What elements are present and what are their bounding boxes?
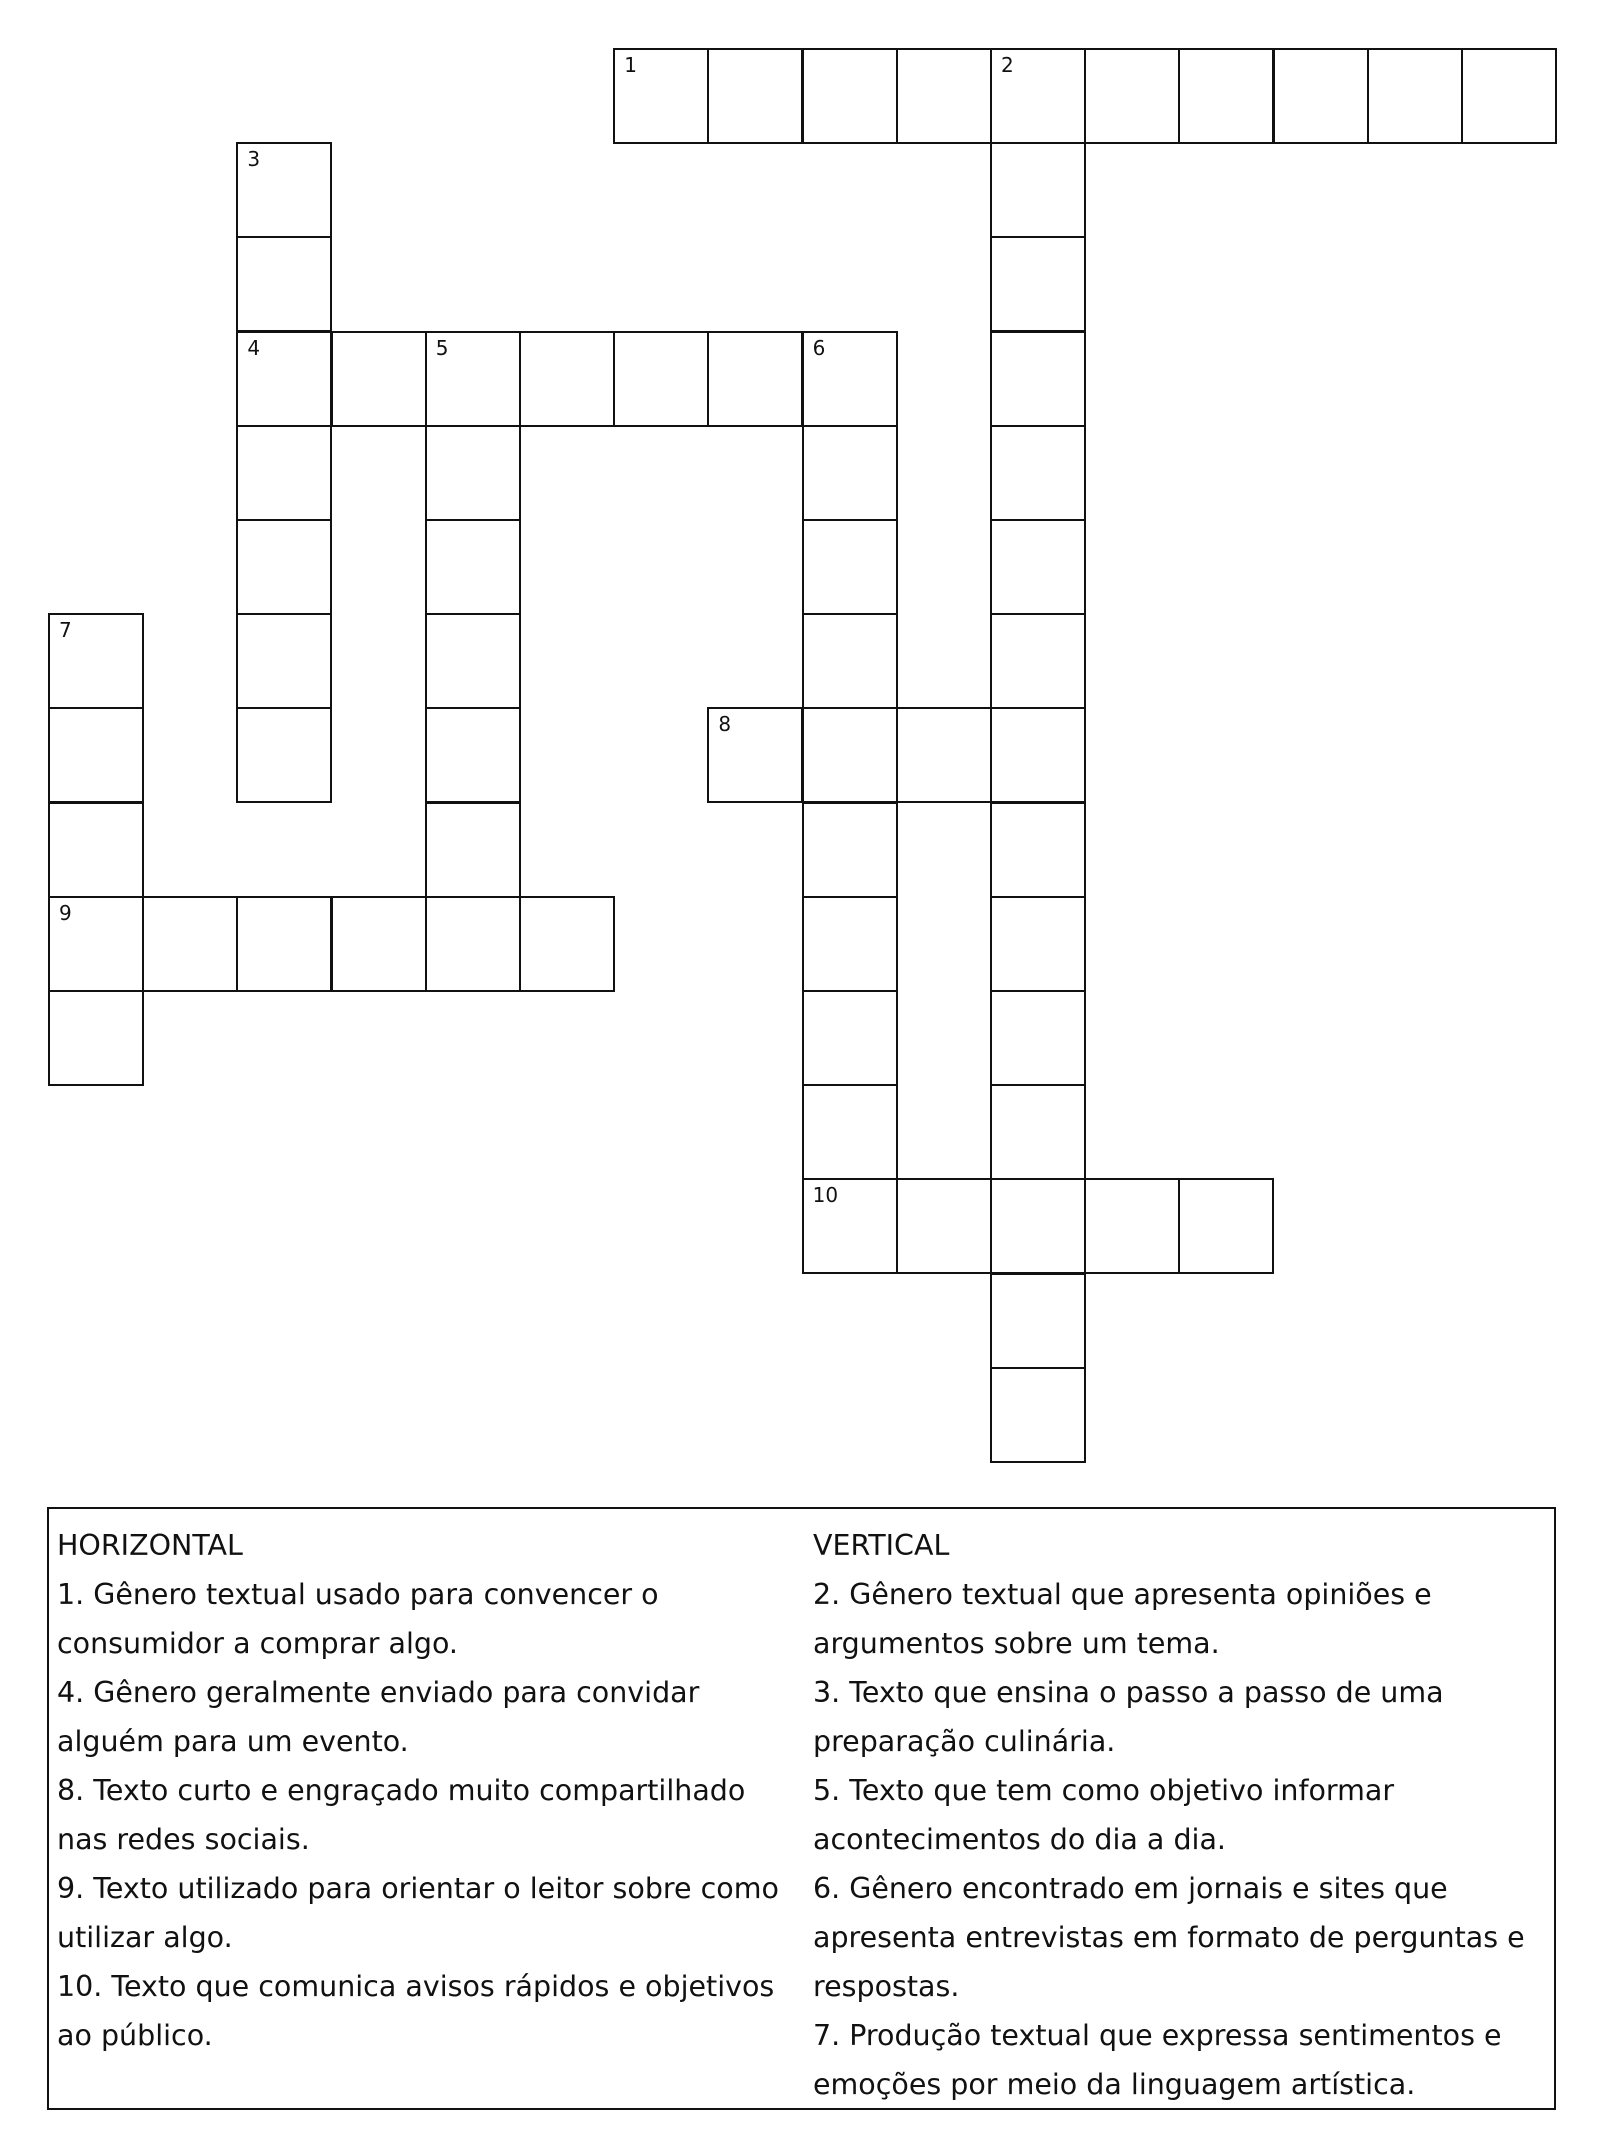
crossword-cell[interactable]: [613, 331, 709, 427]
crossword-cell[interactable]: [425, 613, 521, 709]
crossword-cell[interactable]: [236, 142, 332, 238]
crossword-cell[interactable]: [896, 1178, 992, 1274]
crossword-cell[interactable]: [236, 896, 332, 992]
clue-number: 8: [718, 712, 732, 737]
crossword-cell[interactable]: [990, 425, 1086, 521]
crossword-cell[interactable]: [48, 896, 144, 992]
clue-number: 2: [1001, 53, 1014, 77]
clue-number: 7: [59, 618, 72, 643]
crossword-cell[interactable]: [802, 519, 898, 615]
crossword-cell[interactable]: [1178, 48, 1274, 144]
vertical-title: VERTICAL: [813, 1529, 950, 1562]
crossword-cell[interactable]: [48, 802, 144, 898]
clue-number: 4: [247, 335, 261, 360]
crossword-cell[interactable]: [236, 425, 332, 521]
crossword-cell[interactable]: [802, 990, 898, 1086]
clues-box: [47, 1507, 1556, 2110]
crossword-cell[interactable]: [425, 802, 521, 898]
crossword-cell[interactable]: [896, 707, 992, 803]
crossword-cell[interactable]: [1461, 48, 1557, 144]
crossword-cell[interactable]: [613, 48, 709, 144]
crossword-cell[interactable]: [48, 707, 144, 803]
clue-number: 5: [435, 335, 449, 360]
crossword-cell[interactable]: [1084, 48, 1180, 144]
crossword-cell[interactable]: [425, 707, 521, 803]
crossword-cell[interactable]: [802, 1084, 898, 1180]
crossword-cell[interactable]: [1084, 1178, 1180, 1274]
crossword-cell[interactable]: [331, 896, 427, 992]
crossword-cell[interactable]: [519, 896, 615, 992]
crossword-cell[interactable]: [236, 236, 332, 332]
clue-down-7: 7. Produção textual que expressa sentimentos e emoções por meio da linguagem artística.: [813, 2019, 1502, 2101]
crossword-cell[interactable]: [990, 1367, 1086, 1463]
clue-number: 3: [247, 147, 261, 172]
crossword-cell[interactable]: [990, 990, 1086, 1086]
clue-across-9: 9. Texto utilizado para orientar o leitor sobre como utilizar algo.: [57, 1872, 779, 1954]
crossword-cell[interactable]: [802, 613, 898, 709]
crossword-cell[interactable]: [142, 896, 238, 992]
horizontal-clues: [57, 1521, 795, 2060]
crossword-cell[interactable]: [990, 802, 1086, 898]
crossword-cell[interactable]: [236, 707, 332, 803]
crossword-cell[interactable]: [331, 331, 427, 427]
crossword-cell[interactable]: [990, 331, 1086, 427]
crossword-cell[interactable]: [425, 331, 521, 427]
clue-down-2: 2. Gênero textual que apresenta opiniões e argumentos sobre um tema.: [813, 1578, 1432, 1660]
clue-number: 10: [812, 1183, 839, 1208]
crossword-cell[interactable]: [48, 990, 144, 1086]
crossword-cell[interactable]: [990, 236, 1086, 332]
crossword-cell[interactable]: [990, 613, 1086, 709]
crossword-cell[interactable]: [990, 48, 1086, 144]
clue-number: 6: [812, 335, 826, 360]
crossword-cell[interactable]: [1273, 48, 1369, 144]
crossword-cell[interactable]: [802, 1178, 898, 1274]
clue-across-10: 10. Texto que comunica avisos rápidos e objetivos ao público.: [57, 1970, 775, 2052]
crossword-cell[interactable]: [519, 331, 615, 427]
crossword-cell[interactable]: [236, 331, 332, 427]
crossword-cell[interactable]: [990, 142, 1086, 238]
crossword-cell[interactable]: [236, 613, 332, 709]
crossword-cell[interactable]: [990, 1273, 1086, 1369]
crossword-cell[interactable]: [1367, 48, 1463, 144]
clue-across-1: 1. Gênero textual usado para convencer o consumidor a comprar algo.: [57, 1578, 659, 1660]
crossword-cell[interactable]: [707, 331, 803, 427]
crossword-cell[interactable]: [425, 519, 521, 615]
crossword-cell[interactable]: [425, 896, 521, 992]
crossword-cell[interactable]: [425, 425, 521, 521]
clue-down-6: 6. Gênero encontrado em jornais e sites que apresenta entrevistas em formato de perguntas e respostas.: [813, 1872, 1525, 2003]
crossword-cell[interactable]: [707, 707, 803, 803]
crossword-cell[interactable]: [1178, 1178, 1274, 1274]
clue-number: 1: [624, 53, 637, 77]
crossword-cell[interactable]: [990, 1084, 1086, 1180]
vertical-clues: [813, 1521, 1555, 2109]
clue-down-3: 3. Texto que ensina o passo a passo de uma preparação culinária.: [813, 1676, 1444, 1758]
crossword-cell[interactable]: [990, 519, 1086, 615]
crossword-cell[interactable]: [802, 896, 898, 992]
clue-number: 9: [59, 900, 72, 925]
horizontal-title: HORIZONTAL: [57, 1529, 243, 1562]
crossword-cell[interactable]: [802, 425, 898, 521]
crossword-cell[interactable]: [990, 1178, 1086, 1274]
clue-across-4: 4. Gênero geralmente enviado para convidar alguém para um evento.: [57, 1676, 700, 1758]
crossword-cell[interactable]: [802, 707, 898, 803]
clue-down-5: 5. Texto que tem como objetivo informar acontecimentos do dia a dia.: [813, 1774, 1395, 1856]
clue-across-8: 8. Texto curto e engraçado muito compartilhado nas redes sociais.: [57, 1774, 746, 1856]
crossword-cell[interactable]: [990, 896, 1086, 992]
crossword-cell[interactable]: [896, 48, 992, 144]
crossword-cell[interactable]: [990, 707, 1086, 803]
crossword-cell[interactable]: [802, 48, 898, 144]
crossword-cell[interactable]: [707, 48, 803, 144]
crossword-cell[interactable]: [802, 331, 898, 427]
crossword-cell[interactable]: [802, 802, 898, 898]
crossword-cell[interactable]: [48, 613, 144, 709]
crossword-cell[interactable]: [236, 519, 332, 615]
